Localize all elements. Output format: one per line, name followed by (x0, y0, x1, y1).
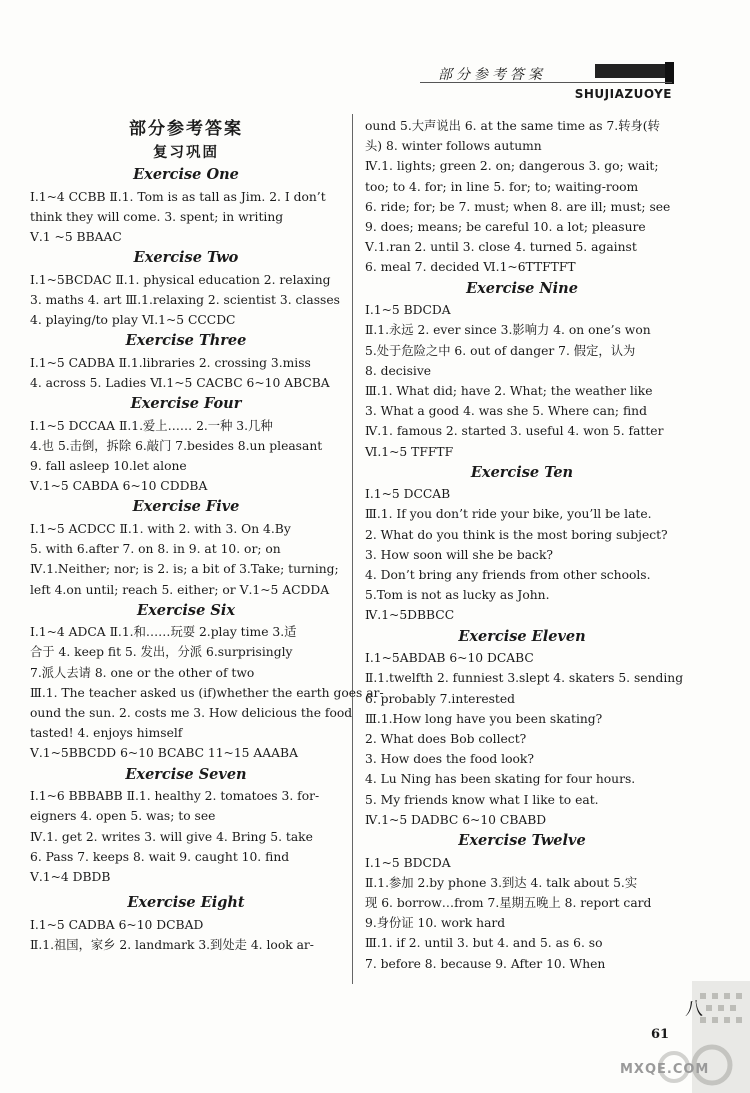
exercise-heading: Exercise Three (125, 332, 247, 350)
page-header (410, 62, 672, 101)
answer-line: 4. across 5. Ladies Ⅵ.1~5 CACBC 6~10 ABCBA (30, 375, 330, 390)
answer-line: Ⅴ.1~5 CABDA 6~10 CDDBA (30, 479, 208, 494)
answer-line: 4.也 5.击倒，拆除 6.敲门 7.besides 8.un pleasant (30, 438, 323, 453)
answer-line: Ⅳ.1.Neither; nor; is 2. is; a bit of 3.Take; turning; (30, 562, 339, 577)
answer-line: Ⅱ.1.twelfth 2. funniest 3.slept 4. skaters 5. sending (365, 671, 684, 686)
exercise-heading: Exercise Nine (466, 279, 578, 297)
answer-line: think they will come. 3. spent; in writing (30, 209, 284, 224)
answer-line: eigners 4. open 5. was; to see (30, 809, 216, 824)
right-column (365, 116, 684, 974)
exercise-heading: Exercise Eleven (458, 627, 586, 645)
exercise-heading: Exercise Ten (470, 463, 574, 481)
exercise-heading: Exercise Five (132, 498, 240, 516)
answer-line: 6. ride; for; be 7. must; when 8. are ill; must; see (365, 199, 671, 214)
answer-line: Ⅰ.1~6 BBBABB Ⅱ.1. healthy 2. tomatoes 3. for- (30, 789, 320, 804)
watermark: MXQE.COM (620, 1062, 710, 1077)
section-subtitle: 复习巩固 (153, 145, 219, 161)
answer-line: Ⅱ.1.永远 2. ever since 3.影响力 4. on one’s won (365, 323, 651, 338)
answer-line: 7.派人去请 8. one or the other of two (30, 665, 255, 680)
answer-line: Ⅰ.1~4 CCBB Ⅱ.1. Tom is as tall as Jim. 2. I don’t (30, 189, 326, 204)
column-divider (352, 114, 353, 984)
answer-line: 9. fall asleep 10.let alone (30, 459, 187, 474)
answer-line: Ⅳ.1~5 DADBC 6~10 CBABD (365, 812, 547, 827)
exercise-heading: Exercise Two (133, 249, 239, 267)
answer-line: Ⅰ.1~5ABDAB 6~10 DCABC (365, 651, 534, 666)
answer-line: Ⅳ.1. famous 2. started 3. useful 4. won 5. fatter (365, 424, 664, 439)
answer-line: 6. meal 7. decided Ⅵ.1~6TTFTFT (365, 260, 576, 275)
answer-line: 2. What do you think is the most boring subject? (365, 527, 668, 542)
answer-line: 4. Lu Ning has been skating for four hours. (365, 772, 636, 787)
answer-line: 5.Tom is not as lucky as John. (365, 588, 550, 603)
answer-line: 6. probably 7.interested (365, 691, 516, 706)
answer-line: 5. My friends know what I like to eat. (365, 792, 599, 807)
answer-line: 头) 8. winter follows autumn (365, 139, 542, 154)
header-subtitle: SHUJIAZUOYE (574, 87, 672, 101)
left-column (30, 116, 384, 955)
answer-line: 9. does; means; be careful 10. a lot; pleasure (365, 220, 646, 235)
exercise-heading: Exercise Six (137, 601, 235, 619)
answer-line: Ⅵ.1~5 TFFTF (365, 444, 454, 459)
answer-line: 6. Pass 7. keeps 8. wait 9. caught 10. find (30, 849, 290, 864)
header-title: 部分参考答案 (438, 67, 546, 83)
answer-line: Ⅲ.1. The teacher asked us (if)whether the earth goes ar- (30, 685, 384, 700)
answer-line: 3. How does the food look? (365, 752, 534, 767)
header-rule (420, 82, 672, 83)
answer-line: 3. maths 4. art Ⅲ.1.relaxing 2. scientist 3. classes (30, 292, 340, 307)
answer-line: left 4.on until; reach 5. either; or Ⅴ.1~5 ACDDA (30, 582, 330, 597)
answer-line: Ⅲ.1. What did; have 2. What; the weather like (365, 383, 653, 398)
answer-line: 8. decisive (365, 363, 432, 378)
answer-line: too; to 4. for; in line 5. for; to; waiting-room (365, 179, 639, 194)
answer-line: 合于 4. keep fit 5. 发出，分派 6.surprisingly (30, 645, 293, 660)
answer-line: 7. before 8. because 9. After 10. When (365, 956, 606, 971)
page-number: 61 (651, 1027, 670, 1042)
answer-line: 5.处于危险之中 6. out of danger 7. 假定，认为 (365, 343, 636, 358)
answer-line: tasted! 4. enjoys himself (30, 726, 183, 741)
grade-label: 八 (685, 999, 703, 1020)
answer-line: Ⅰ.1~5 CADBA Ⅱ.1.libraries 2. crossing 3.miss (30, 355, 311, 370)
exercise-heading: Exercise Twelve (458, 832, 586, 849)
answer-line: Ⅲ.1.How long have you been skating? (365, 711, 603, 726)
answer-line: Ⅰ.1~5 BDCDA (365, 303, 451, 318)
answer-line: Ⅰ.1~4 ADCA Ⅱ.1.和……玩耍 2.play time 3.适 (30, 625, 297, 640)
answer-line: 5. with 6.after 7. on 8. in 9. at 10. or; on (30, 542, 281, 557)
answer-line: Ⅴ.1~4 DBDB (30, 869, 111, 884)
answer-line: ound 5.大声说出 6. at the same time as 7.转身(转 (365, 119, 660, 133)
answer-line: 3. How soon will she be back? (365, 547, 553, 562)
answer-line: Ⅰ.1~5 BDCDA (365, 855, 451, 870)
answer-line: Ⅴ.1.ran 2. until 3. close 4. turned 5. against (365, 240, 637, 255)
answer-line: Ⅱ.1.祖国，家乡 2. landmark 3.到处走 4. look ar- (30, 937, 314, 952)
answer-line: Ⅴ.1 ~5 BBAAC (30, 229, 122, 244)
exercise-heading: Exercise Eight (127, 894, 245, 912)
answer-line: 9.身份证 10. work hard (365, 916, 506, 931)
answer-line: Ⅰ.1~5 DCCAA Ⅱ.1.爱上…… 2.一种 3.几种 (30, 418, 273, 433)
answer-line: Ⅰ.1~5 CADBA 6~10 DCBAD (30, 917, 204, 932)
exercise-heading: Exercise One (133, 166, 239, 183)
answer-line: Ⅰ.1~5 ACDCC Ⅱ.1. with 2. with 3. On 4.By (30, 521, 291, 536)
answer-line: Ⅰ.1~5 DCCAB (365, 487, 451, 502)
answer-line: 4. Don’t bring any friends from other schools. (365, 568, 651, 583)
section-title: 部分参考答案 (129, 119, 243, 139)
answer-line: Ⅴ.1~5BBCDD 6~10 BCABC 11~15 AAABA (30, 746, 298, 761)
header-decoration-block (665, 62, 674, 84)
exercise-heading: Exercise Seven (125, 765, 247, 783)
answer-line: Ⅲ.1. if 2. until 3. but 4. and 5. as 6. so (365, 936, 603, 951)
answer-line: ound the sun. 2. costs me 3. How delicious the food (30, 706, 353, 721)
answer-line: Ⅳ.1. lights; green 2. on; dangerous 3. go; wait; (365, 159, 659, 174)
answer-line: Ⅳ.1. get 2. writes 3. will give 4. Bring 5. take (30, 829, 313, 844)
answer-line: 2. What does Bob collect? (365, 731, 527, 746)
answer-line: Ⅰ.1~5BCDAC Ⅱ.1. physical education 2. relaxing (30, 272, 331, 287)
answer-line: Ⅳ.1~5DBBCC (365, 608, 455, 623)
exercise-heading: Exercise Four (130, 395, 242, 413)
header-decoration-bar (595, 64, 673, 78)
answer-line: 4. playing/to play Ⅵ.1~5 CCCDC (30, 313, 236, 328)
answer-line: Ⅱ.1.参加 2.by phone 3.到达 4. talk about 5.实 (365, 875, 638, 890)
answer-line: Ⅲ.1. If you don’t ride your bike, you’ll be late. (365, 507, 652, 522)
answer-line: 3. What a good 4. was she 5. Where can; find (365, 404, 647, 419)
answer-line: 现 6. borrow…from 7.星期五晚上 8. report card (365, 895, 652, 910)
